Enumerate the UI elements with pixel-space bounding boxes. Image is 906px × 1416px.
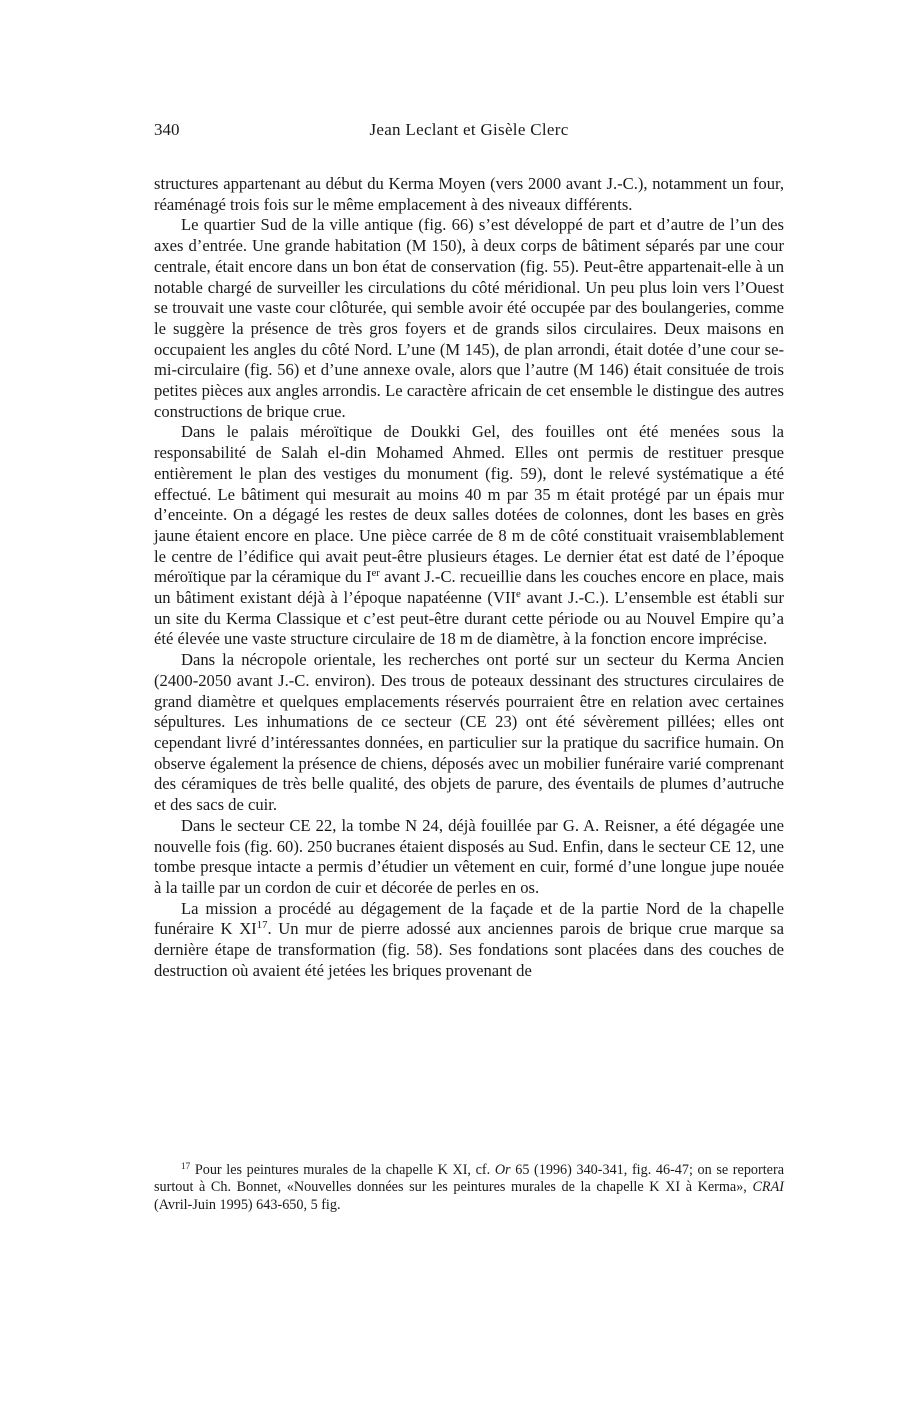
footnotes	[154, 1162, 784, 1214]
footnote-text-3: (Avril-Juin 1995) 643-650, 5 fig.	[154, 1196, 341, 1213]
paragraph-5: Dans le secteur CE 22, la tombe N 24, déjà fouillée par G. A. Reisner, a été dégagée une nouvelle fois (fig. 60). 250 bucranes étaient disposés au Sud. Enfin, dans le secteur CE 12, une tombe presque intacte a permis d’étudier un vêtement en cuir, formé d’une longue jupe nouée à la taille par un cordon de cuir et décorée de perles en os.	[154, 815, 784, 897]
footnote-17	[154, 1162, 784, 1214]
footnote-text-2: 65 (1996) 340-341, fig. 46-47; on se reportera surtout à Ch. Bonnet, «Nouvelles données sur les peintures murales de la chapelle K XI à Kerma»,	[154, 1162, 784, 1196]
footnote-text-1: Pour les peintures murales de la chapelle K XI, cf.	[190, 1162, 495, 1178]
running-head	[154, 120, 784, 144]
paragraph-1: structures appartenant au début du Kerma Moyen (vers 2000 avant J.-C.), notamment un four, réaménagé trois fois sur le même emplacement à des niveaux différents.	[154, 174, 784, 214]
paragraph-2: Le quartier Sud de la ville antique (fig. 66) s’est développé de part et d’autre de l’un des axes d’entrée. Une grande habitation (M 150), à deux corps de bâtiment séparés par une cour centrale, était encore dans un bon état de conservation (fig. 55). Peut-être appartenait-elle à un notable chargé de surveiller les circulations du côté méridional. Un peu plus loin vers l’Ouest se trouvait une vaste cour clôturée, qui semble avoir été occupée par des boulangeries, comme le suggère la présence de très gros foyers et de grands silos circulaires. Deux maisons en occupaient les angles du côté Nord. L’une (M 145), de plan arrondi, était dotée d’une cour semi-circulaire (fig. 56) et d’une annexe ovale, alors que l’autre (M 146) était consituée de trois petites pièces aux angles arrondis. Le caractère africain de cet ensemble le distingue des autres constructions de brique crue.	[154, 215, 784, 421]
body-text	[154, 174, 784, 981]
paragraph-6: La mission a procédé au dégagement de la façade et de la partie Nord de la chapelle funéraire K XI$^{17}$. Un mur de pierre adossé aux anciennes parois de brique crue marque sa dernière étape de transformation (fig. 58). Ses fondations sont placées dans des couches de destruction où avaient été jetées les briques provenant de	[154, 898, 784, 980]
journal-crai: CRAI	[752, 1179, 784, 1196]
journal-or: Or	[494, 1162, 511, 1178]
footnote-marker: 17	[181, 1160, 191, 1171]
paragraph-3: Dans le palais méroïtique de Doukki Gel, des fouilles ont été menées sous la responsabilité de Salah el-din Mohamed Ahmed. Elles ont permis de restituer presque entièrement le plan des vestiges du monument (fig. 59), dont le relevé systématique a été effectué. Le bâtiment qui mesurait au moins 40 m par 35 m était protégé par un épais mur d’enceinte. On a dégagé les restes de deux salles dotées de colonnes, dont les bases en grès jaune étaient encore en place. Une pièce carrée de 8 m de côté constituait vraisemblablement le centre de l’édifice qui avait peut-être plusieurs étages. Le dernier état est daté de l’époque méroïtique par la céramique du Ier avant J.-C. recueillie dans les couches encore en place, mais un bâtiment existant déjà à l’époque napatéenne (VIIe avant J.-C.). L’ensemble est établi sur un site du Kerma Classique et c’est peut-être durant cette période ou au Nouvel Empire qu’a été élevée une vaste structure circulaire de 18 m de diamètre, à la fonction encore imprécise.	[154, 422, 785, 649]
running-title: Jean Leclant et Gisèle Clerc	[369, 120, 569, 139]
paragraph-4: Dans la nécropole orientale, les recherches ont porté sur un secteur du Kerma Ancien (2400-2050 avant J.-C. environ). Des trous de poteaux dessinant des structures circulaires de grand diamètre et quelques emplacements réservés pourraient être en relation avec certaines sépultures. Les inhumations de ce secteur (CE 23) ont été sévèrement pillées; elles ont cependant livré d’intéressantes données, en particulier sur la pratique du sacrifice humain. On observe également la présence de chiens, déposés avec un mobilier funéraire varié comprenant des céramiques de très belle qualité, des objets de parure, des éventails de plumes d’autruche et des sacs de cuir.	[154, 650, 784, 815]
page-number: 340	[154, 120, 180, 139]
